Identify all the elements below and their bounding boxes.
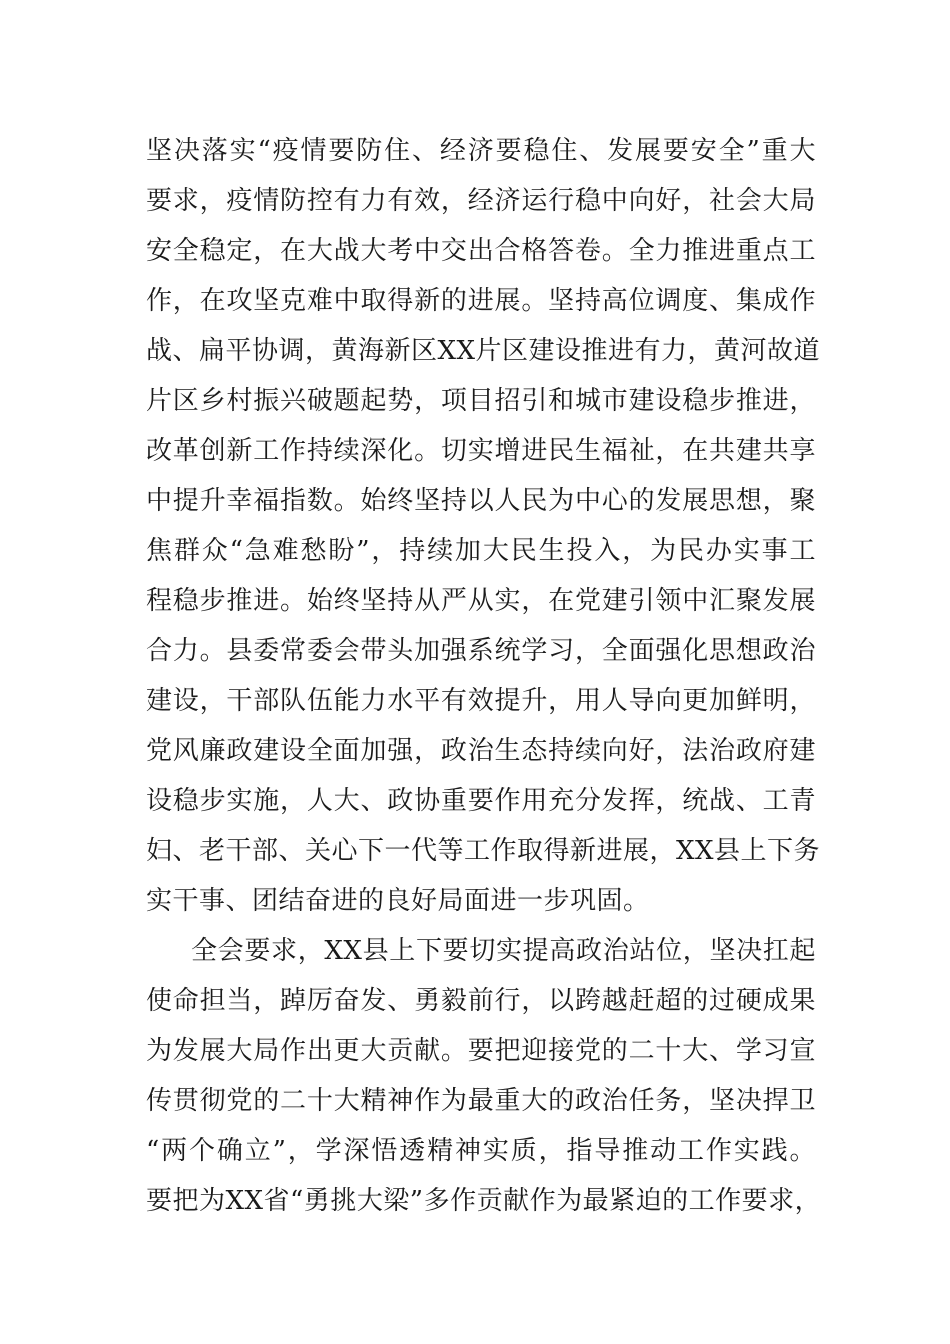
text-line: 合力。县委常委会带头加强系统学习，全面强化思想政治	[146, 636, 816, 666]
text-line: 片区乡村振兴破题起势，项目招引和城市建设稳步推进，	[146, 386, 816, 416]
paragraph-2	[146, 926, 822, 1226]
paragraph-1	[146, 126, 821, 926]
text-line: 程稳步推进。始终坚持从严从实，在党建引领中汇聚发展	[146, 586, 816, 616]
text-line: 要求，疫情防控有力有效，经济运行稳中向好，社会大局	[146, 186, 816, 216]
text-line: 要把为XX省“勇挑大梁”多作贡献作为最紧迫的工作要求，	[146, 1186, 822, 1216]
body-text	[146, 126, 822, 1226]
text-line: 妇、老干部、关心下一代等工作取得新进展，XX县上下务	[146, 836, 821, 866]
text-line: 设稳步实施，人大、政协重要作用充分发挥，统战、工青	[146, 786, 816, 816]
text-line: “两个确立”，学深悟透精神实质，指导推动工作实践。	[146, 1136, 816, 1166]
text-line: 战、扁平协调，黄海新区XX片区建设推进有力，黄河故道	[146, 336, 821, 366]
text-line: 安全稳定，在大战大考中交出合格答卷。全力推进重点工	[146, 236, 816, 266]
text-line: 党风廉政建设全面加强，政治生态持续向好，法治政府建	[146, 736, 816, 766]
text-line: 实干事、团结奋进的良好局面进一步巩固。	[146, 886, 650, 916]
text-line: 焦群众“急难愁盼”，持续加大民生投入，为民办实事工	[146, 536, 816, 566]
text-line: 作，在攻坚克难中取得新的进展。坚持高位调度、集成作	[146, 286, 816, 316]
text-line: 建设，干部队伍能力水平有效提升，用人导向更加鲜明，	[146, 686, 816, 716]
text-line: 坚决落实“疫情要防住、经济要稳住、发展要安全”重大	[146, 136, 816, 166]
text-line: 中提升幸福指数。始终坚持以人民为中心的发展思想，聚	[146, 486, 816, 516]
text-line: 使命担当，踔厉奋发、勇毅前行，以跨越赶超的过硬成果	[146, 986, 816, 1016]
text-line: 为发展大局作出更大贡献。要把迎接党的二十大、学习宣	[146, 1036, 816, 1066]
text-line: 全会要求，XX县上下要切实提高政治站位，坚决扛起	[191, 936, 816, 966]
text-line: 改革创新工作持续深化。切实增进民生福祉，在共建共享	[146, 436, 816, 466]
text-line: 传贯彻党的二十大精神作为最重大的政治任务，坚决捍卫	[146, 1086, 816, 1116]
